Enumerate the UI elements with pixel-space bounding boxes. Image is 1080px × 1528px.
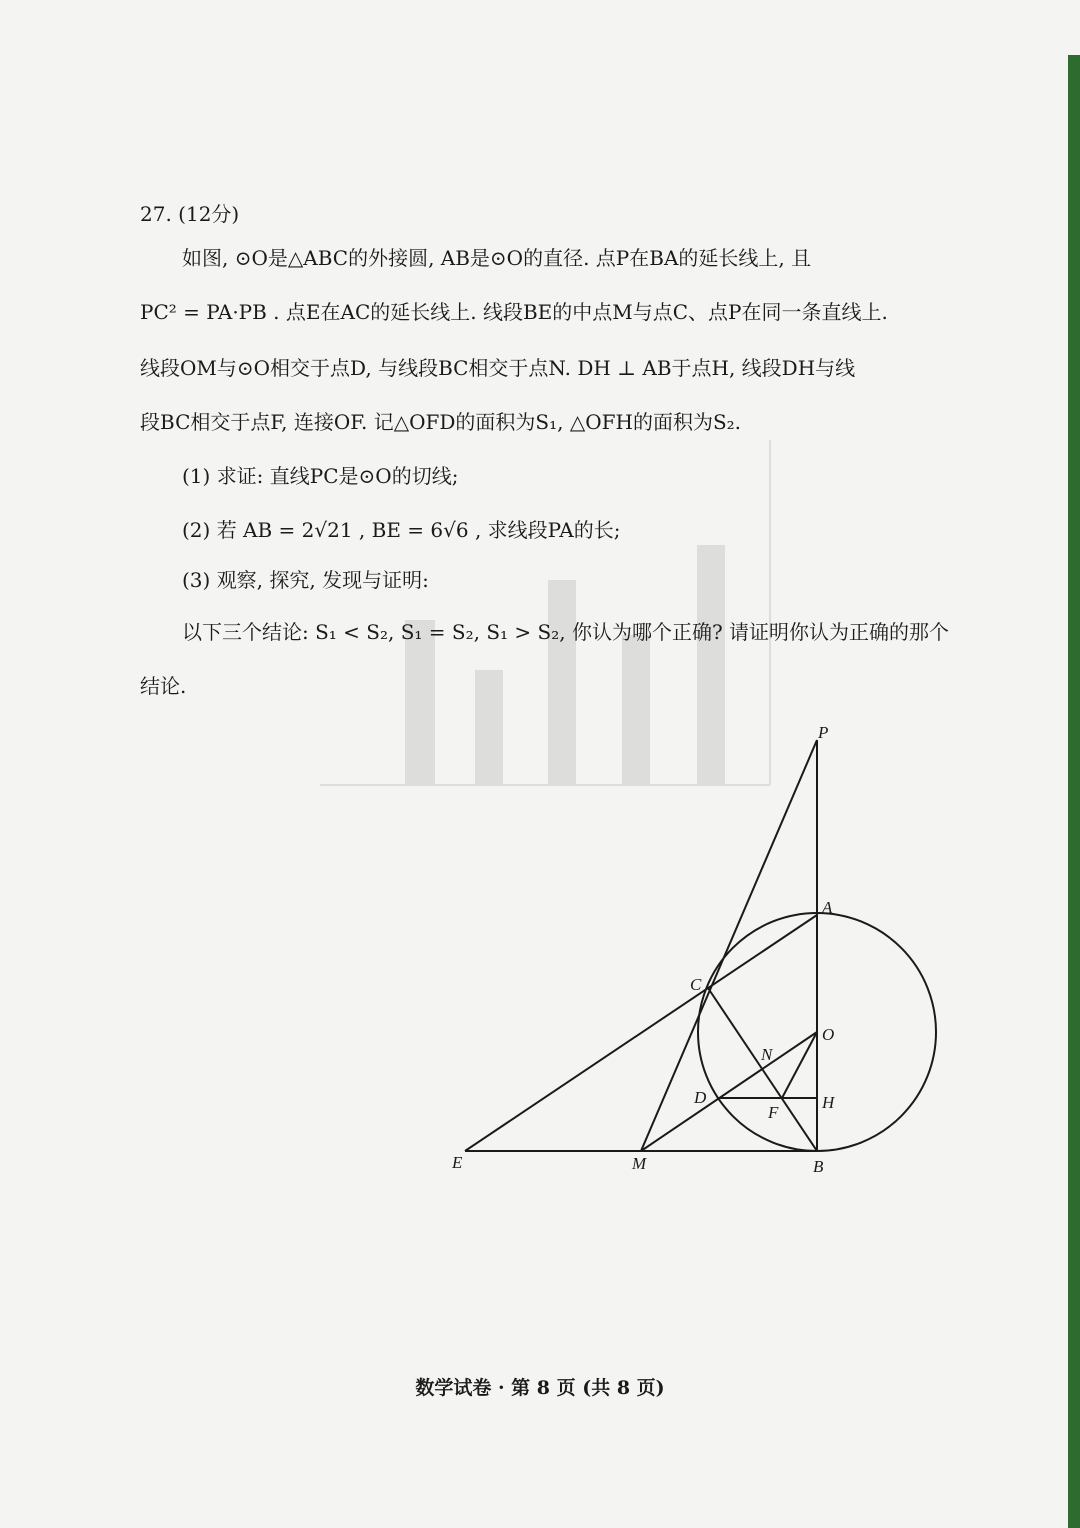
conclusion-line-2: 结论. — [140, 674, 187, 698]
label-o: O — [822, 1025, 835, 1044]
conclusion-line-1: 以下三个结论: S₁ < S₂, S₁ = S₂, S₁ > S₂, 你认为哪个正确? 请证明你认为正确的那个 — [182, 620, 950, 644]
label-m: M — [632, 1154, 647, 1173]
intro-line-4: 段BC相交于点F, 连接OF. 记△OFD的面积为S₁, △OFH的面积为S₂. — [140, 410, 742, 434]
segment-pm — [641, 740, 817, 1151]
label-f: F — [768, 1103, 779, 1122]
intro-line-1: 如图, ⊙O是△ABC的外接圆, AB是⊙O的直径. 点P在BA的延长线上, 且 — [182, 246, 812, 270]
part-1: (1) 求证: 直线PC是⊙O的切线; — [182, 464, 459, 488]
label-e: E — [452, 1153, 463, 1172]
label-b: B — [813, 1157, 824, 1176]
page-footer: 数学试卷 · 第 8 页 (共 8 页) — [415, 1377, 665, 1399]
segment-of — [782, 1032, 817, 1098]
label-h: H — [822, 1093, 835, 1112]
intro-line-3: 线段OM与⊙O相交于点D, 与线段BC相交于点N. DH ⊥ AB于点H, 线段DH与线 — [140, 356, 856, 380]
question-number: 27. (12分) — [140, 202, 240, 226]
label-d: D — [694, 1088, 707, 1107]
part-3: (3) 观察, 探究, 发现与证明: — [182, 568, 429, 592]
geometry-figure — [440, 715, 960, 1185]
intro-line-2: PC² = PA·PB . 点E在AC的延长线上. 线段BE的中点M与点C、点P在同一条直线上. — [140, 300, 888, 324]
label-n: N — [761, 1045, 773, 1064]
label-p: P — [818, 723, 829, 742]
part-2: (2) 若 AB = 2√21 , BE = 6√6 , 求线段PA的长; — [182, 518, 621, 542]
label-c: C — [690, 975, 702, 994]
segment-ae — [465, 915, 817, 1151]
label-a: A — [822, 898, 833, 917]
